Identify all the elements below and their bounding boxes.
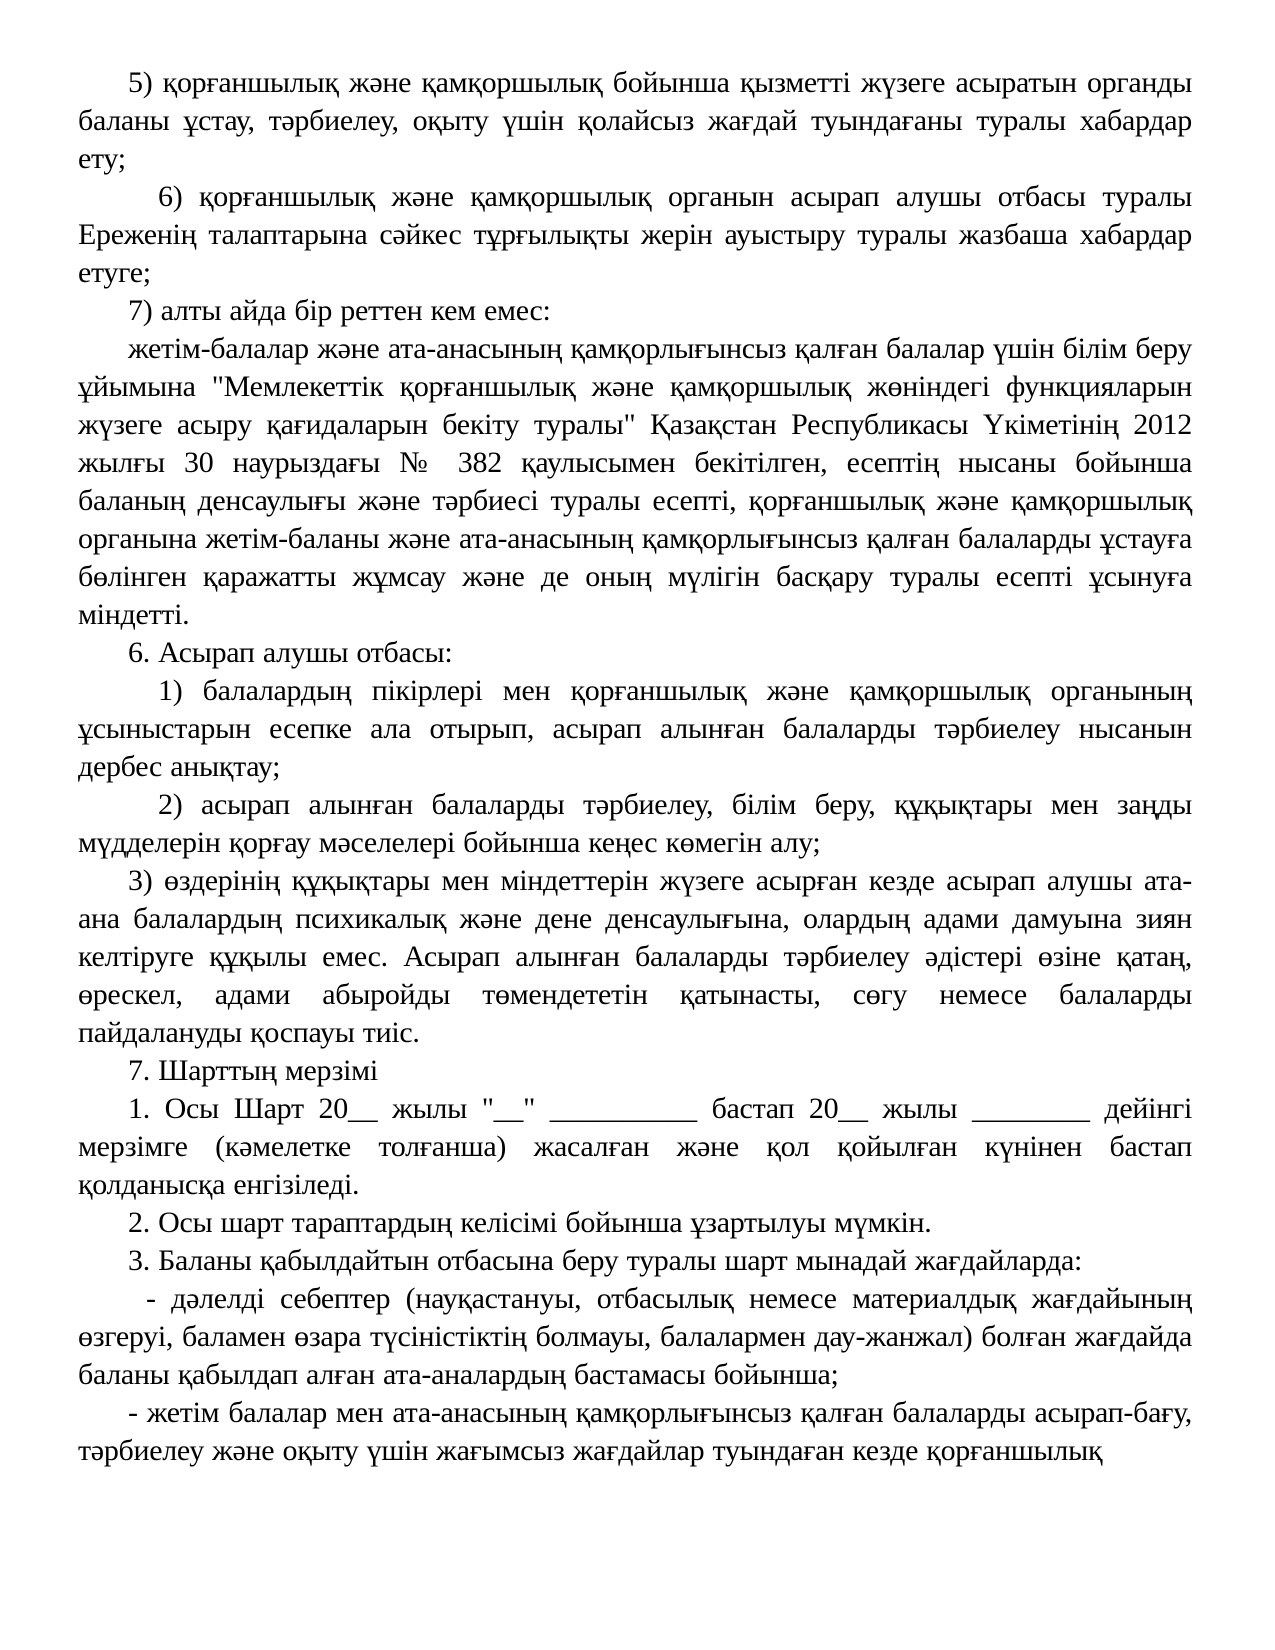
clause-7-paragraph: 7) алты айда бір реттен кем емес: xyxy=(128,294,551,327)
subclause-1-paragraph: 1) балалардың пікірлері мен қорғаншылық және қамқоршылық органының ұсыныстарын есепке ала отырып, асырап алынған балаларды тәрбиелеу нысанын дербес анықтау; xyxy=(78,674,1192,783)
dash-item-valid-reasons: - дәлелді себептер (науқастануы, отбасылық немесе материалдық жағдайының өзгеруі, баламен өзара түсіністіктің болмауы, балалармен дау-жанжал) болған жағдайда баланы қабылдап алған ата-аналардың бастамасы бойынша; xyxy=(78,1282,1192,1391)
term-clause-2-paragraph: 2. Осы шарт тараптардың келісімі бойынша ұзартылуы мүмкін. xyxy=(128,1206,932,1239)
dash-item-orphans: - жетім балалар мен ата-анасының қамқорлығынсыз қалған балаларды асырап-бағу, тәрбиелеу және оқыту үшін жағымсыз жағдайлар туындаған кезде қорғаншылық xyxy=(78,1396,1192,1467)
report-obligation-paragraph: жетім-балалар және ата-анасының қамқорлығынсыз қалған балалар үшін білім беру ұйымына "Мемлекеттік қорғаншылық және қамқоршылық жөніндегі функцияларын жүзеге асыру қағидаларын бекіту туралы" Қазақстан Республикасы Үкіметінің 2012 жылғы 30 наурыздағы № 382 қаулысымен бекітілген, есептің нысаны бойынша баланың денсаулығы және тәрбиесі туралы есепті, қорғаншылық және қамқоршылық органына жетім-баланы және ата-анасының қамқорлығынсыз қалған балаларды ұстауға бөлінген қаражатты жұмсау және де оның мүлігін басқару туралы есепті ұсынуға міндетті. xyxy=(78,332,1192,631)
subclause-2-paragraph: 2) асырап алынған балаларды тәрбиелеу, білім беру, құқықтары мен заңды мүдделерін қорғау мәселелері бойынша кеңес көмегін алу; xyxy=(78,788,1192,859)
section-6-heading: 6. Асырап алушы отбасы: xyxy=(128,636,453,669)
term-clause-1-paragraph: 1. Осы Шарт 20__ жылы "__" __________ бастап 20__ жылы ________ дейінгі мерзімге (кәмелетке толғанша) жасалған және қол қойылған күнінен бастап қолданысқа енгізіледі. xyxy=(78,1092,1192,1201)
section-7-heading: 7. Шарттың мерзімі xyxy=(128,1054,378,1087)
clause-6-paragraph: 6) қорғаншылық және қамқоршылық органын асырап алушы отбасы туралы Ереженің талаптарына сәйкес тұрғылықты жерін ауыстыру туралы жазбаша хабардар етуге; xyxy=(78,180,1192,289)
clause-5-paragraph: 5) қорғаншылық және қамқоршылық бойынша қызметті жүзеге асыратын органды баланы ұстау, тәрбиелеу, оқыту үшін қолайсыз жағдай туындағаны туралы хабардар ету; xyxy=(78,66,1192,175)
subclause-3-paragraph: 3) өздерінің құқықтары мен міндеттерін жүзеге асырған кезде асырап алушы ата-ана балалардың психикалық және дене денсаулығына, олардың адами дамуына зиян келтіруге құқылы емес. Асырап алынған балаларды тәрбиелеу әдістері өзіне қатаң, өрескел, адами абыройды төмендететін қатынасты, сөгу немесе балаларды пайдалануды қоспауы тиіс. xyxy=(78,864,1192,1049)
term-clause-3-paragraph: 3. Баланы қабылдайтын отбасына беру туралы шарт мынадай жағдайларда: xyxy=(128,1244,1083,1277)
